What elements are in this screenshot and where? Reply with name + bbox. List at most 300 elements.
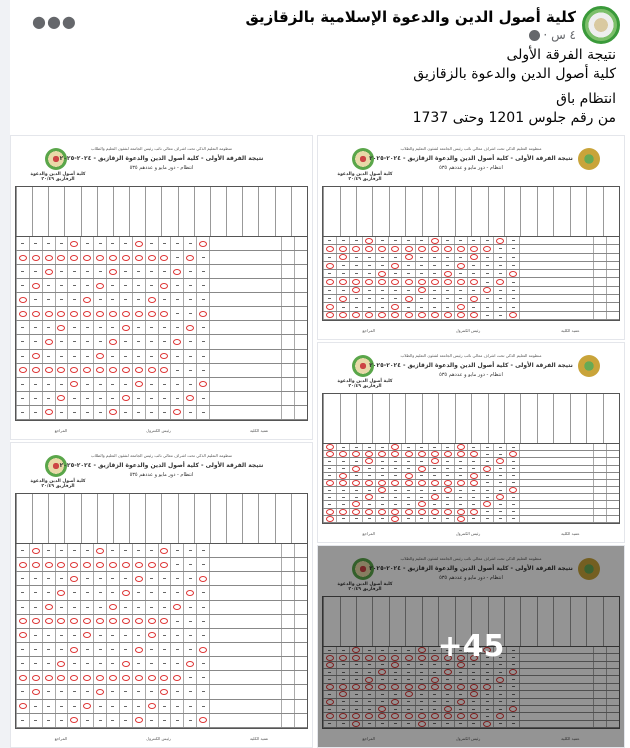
photo-3[interactable] [317,135,625,340]
failed-mark [391,444,399,450]
sheet-top: منظومة التعليم الذكي تحت اشراف معالي نائب رئيس الجامعة لشئون التعليم والطلاب [400,556,542,561]
pass-mark [486,273,489,274]
pass-mark [60,706,63,707]
failed-mark [470,480,478,486]
failed-mark [496,279,504,285]
footer-label: عميد الكلية [561,328,580,333]
pass-mark [111,327,114,328]
sheet-top: منظومة التعليم الذكي تحت اشراف معالي نائب رئيس الجامعة لشئون التعليم والطلاب [400,146,542,151]
pass-mark [420,240,423,241]
pass-mark [111,592,114,593]
failed-mark [339,279,347,285]
sheet-title: نتيجة الفرقة الأولى - كلية أصول الدين والدعوة الزقازيق - ٢٠٢٤-٢٠٢٥ [369,565,573,572]
result-sheet [15,447,308,743]
table-row [16,714,307,728]
pass-mark [150,243,153,244]
pass-mark [163,649,166,650]
pass-mark [73,607,76,608]
failed-mark [96,283,104,289]
pass-mark [499,454,502,455]
pass-mark [381,257,384,258]
failed-mark [365,451,373,457]
pass-mark [150,691,153,692]
pass-mark [486,490,489,491]
failed-mark [135,255,143,261]
failed-mark [19,618,27,624]
pass-mark [189,649,192,650]
failed-mark [148,297,156,303]
pass-mark [381,447,384,448]
pass-mark [47,720,50,721]
pass-mark [407,518,410,519]
failed-mark [32,367,40,373]
failed-mark [148,675,156,681]
pass-mark [355,461,358,462]
pass-mark [394,504,397,505]
failed-mark [444,312,452,318]
failed-mark [405,509,413,515]
failed-mark [444,246,452,252]
pass-mark [60,412,63,413]
pass-mark [202,370,205,371]
pass-mark [124,635,127,636]
pass-mark [47,243,50,244]
pass-mark [486,282,489,283]
pass-mark [137,635,140,636]
pass-mark [355,257,358,258]
footer-label: عميد الكلية [561,531,580,536]
photo-1[interactable] [10,135,313,440]
pass-mark [512,504,515,505]
failed-mark [483,501,491,507]
failed-mark [378,271,386,277]
pass-mark [342,290,345,291]
failed-mark [391,480,399,486]
pass-mark [73,356,76,357]
pass-mark [486,511,489,512]
failed-mark [32,548,40,554]
pass-mark [512,511,515,512]
failed-mark [32,675,40,681]
table-row [323,466,619,473]
failed-mark [173,675,181,681]
pass-mark [394,490,397,491]
pass-mark [459,475,462,476]
failed-mark [431,279,439,285]
table-row [323,501,619,508]
failed-mark [109,339,117,345]
failed-mark [57,590,65,596]
pass-mark [176,384,179,385]
failed-mark [148,562,156,568]
failed-mark [418,451,426,457]
pass-mark [34,706,37,707]
failed-mark [109,269,117,275]
pass-mark [60,649,63,650]
pass-mark [163,271,166,272]
sheet-title: نتيجة الفرقة الأولى - كلية أصول الدين والدعوة الزقازيق - ٢٠٢٤-٢٠٢٥ [59,155,264,162]
pass-mark [472,461,475,462]
failed-mark [391,516,399,522]
pass-mark [486,497,489,498]
pass-mark [47,706,50,707]
pass-mark [176,327,179,328]
pass-mark [124,243,127,244]
failed-mark [365,238,373,244]
failed-mark [186,325,194,331]
pass-mark [189,621,192,622]
pass-mark [512,461,515,462]
failed-mark [431,238,439,244]
photo-4[interactable] [317,342,625,543]
failed-mark [122,255,130,261]
pass-mark [60,550,63,551]
pass-mark [394,290,397,291]
pass-mark [86,412,89,413]
failed-mark [418,279,426,285]
pass-mark [355,273,358,274]
table-row [323,451,619,458]
failed-mark [339,246,347,252]
failed-mark [431,312,439,318]
pass-mark [137,327,140,328]
post-time[interactable]: ٤ س [551,28,576,42]
pass-mark [73,271,76,272]
table-row [16,615,307,629]
pass-mark [86,607,89,608]
pass-mark [150,285,153,286]
pass-mark [368,307,371,308]
pass-mark [407,290,410,291]
table-row [323,245,619,253]
pass-mark [176,257,179,258]
pass-mark [176,649,179,650]
sheet-top: منظومة التعليم الذكي تحت اشراف معالي نائب رئيس الجامعة لشئون التعليم والطلاب [90,453,233,458]
pass-mark [446,240,449,241]
pass-mark [446,265,449,266]
photo-5-more[interactable] [317,545,625,748]
failed-mark [365,246,373,252]
failed-mark [418,501,426,507]
post-line: كلية أصول الدين والدعوة بالزقازيق [413,66,616,82]
failed-mark [457,509,465,515]
sheet-subtitle: انتظام - دور مايو و عددهم ٥٣٥ [439,575,503,581]
failed-mark [199,717,207,723]
pass-mark [512,482,515,483]
pass-mark [446,290,449,291]
pass-mark [512,497,515,498]
sheet-college: كلية أصول الدين والدعوة الزقازيق ٢٠/٤٩ [30,479,86,489]
pass-mark [21,592,24,593]
pass-mark [202,398,205,399]
pass-mark [124,412,127,413]
failed-mark [57,395,65,401]
pass-mark [202,564,205,565]
failed-mark [457,304,465,310]
failed-mark [109,409,117,415]
pass-mark [34,327,37,328]
failed-mark [109,675,117,681]
page-avatar[interactable] [582,6,620,44]
table-row [16,544,307,558]
table-row [16,321,307,335]
table-row [16,364,307,378]
pass-mark [355,298,358,299]
table-row [16,685,307,699]
failed-mark [122,618,130,624]
failed-mark [509,271,517,277]
failed-mark [122,367,130,373]
pass-mark [202,635,205,636]
pass-mark [111,550,114,551]
pass-mark [420,307,423,308]
pass-mark [459,273,462,274]
failed-mark [70,618,78,624]
failed-mark [83,255,91,261]
pass-mark [381,307,384,308]
sheet-college: كلية أصول الدين والدعوة الزقازيق ٢٠/٤٩ [337,379,393,389]
failed-mark [470,246,478,252]
pass-mark [47,592,50,593]
failed-mark [70,241,78,247]
failed-mark [32,618,40,624]
failed-mark [352,246,360,252]
pass-mark [124,706,127,707]
pass-mark [459,504,462,505]
failed-mark [405,254,413,260]
pass-mark [433,475,436,476]
pass-mark [328,504,331,505]
pass-mark [499,290,502,291]
pass-mark [73,691,76,692]
pass-mark [21,649,24,650]
pass-mark [499,482,502,483]
pass-mark [111,384,114,385]
failed-mark [109,562,117,568]
sheet-title: نتيجة الفرقة الأولى - كلية أصول الدين والدعوة الزقازيق - ٢٠٢٤-٢٠٢٥ [369,362,573,369]
pass-mark [47,649,50,650]
pass-mark [124,649,127,650]
pass-mark [499,265,502,266]
pass-mark [420,461,423,462]
more-dots-icon[interactable]: ●●● [32,12,77,31]
pass-mark [446,468,449,469]
pass-mark [394,298,397,299]
failed-mark [391,279,399,285]
table-row [323,295,619,303]
pass-mark [499,511,502,512]
pass-mark [60,384,63,385]
failed-mark [122,661,130,667]
pass-mark [150,412,153,413]
table-row [16,307,307,321]
failed-mark [57,675,65,681]
failed-mark [457,312,465,318]
pass-mark [420,447,423,448]
pass-mark [512,257,515,258]
pass-mark [60,356,63,357]
pass-mark [368,468,371,469]
pass-mark [99,384,102,385]
failed-mark [83,618,91,624]
pass-mark [176,706,179,707]
pass-mark [124,691,127,692]
pass-mark [60,720,63,721]
pass-mark [446,497,449,498]
sheet-subtitle: انتظام - دور مايو و عددهم ٥٣٥ [439,165,503,171]
pass-mark [99,578,102,579]
failed-mark [135,562,143,568]
sheet-title: نتيجة الفرقة الأولى - كلية أصول الدين والدعوة الزقازيق - ٢٠٢٤-٢٠٢٥ [59,462,264,469]
failed-mark [148,632,156,638]
pass-mark [472,307,475,308]
table-row [323,237,619,245]
pass-mark [21,285,24,286]
pass-mark [137,412,140,413]
failed-mark [339,312,347,318]
footer-label: رئيس الكنترول [455,736,481,741]
photo-2[interactable] [10,442,313,748]
pass-mark [150,663,153,664]
table-row [16,601,307,615]
pass-mark [189,412,192,413]
pass-mark [176,663,179,664]
pass-mark [189,271,192,272]
pass-mark [202,299,205,300]
sheet-college: كلية أصول الدين والدعوة الزقازيق ٢٠/٤٩ [337,582,393,592]
failed-mark [57,325,65,331]
failed-mark [135,241,143,247]
more-photos-overlay[interactable] [318,546,624,747]
failed-mark [70,367,78,373]
pass-mark [328,490,331,491]
pass-mark [472,468,475,469]
pass-mark [189,384,192,385]
failed-mark [19,703,27,709]
pass-mark [34,720,37,721]
pass-mark [459,290,462,291]
table-row [323,473,619,480]
failed-mark [418,287,426,293]
failed-mark [32,255,40,261]
pass-mark [86,592,89,593]
pass-mark [368,447,371,448]
failed-mark [83,311,91,317]
failed-mark [444,271,452,277]
pass-mark [420,298,423,299]
failed-mark [199,576,207,582]
page-name[interactable]: كلية أصول الدين والدعوة الإسلامية بالزقازيق [245,8,576,26]
failed-mark [483,246,491,252]
pass-mark [137,550,140,551]
pass-mark [342,265,345,266]
failed-mark [391,312,399,318]
pass-mark [355,490,358,491]
failed-mark [457,451,465,457]
table-row [16,657,307,671]
footer-label: رئيس الكنترول [455,531,481,536]
pass-mark [328,468,331,469]
pass-mark [21,607,24,608]
pass-mark [21,327,24,328]
failed-mark [135,367,143,373]
pass-mark [512,290,515,291]
pass-mark [163,327,166,328]
post-line: من رقم جلوس 1201 وحتى 1737 [412,110,616,126]
pass-mark [512,447,515,448]
pass-mark [47,663,50,664]
failed-mark [173,409,181,415]
failed-mark [122,311,130,317]
pass-mark [328,290,331,291]
pass-mark [407,490,410,491]
failed-mark [122,590,130,596]
sheet-footer [322,531,620,536]
failed-mark [352,451,360,457]
failed-mark [378,451,386,457]
pass-mark [512,307,515,308]
pass-mark [499,273,502,274]
pass-mark [60,341,63,342]
pass-mark [486,257,489,258]
failed-mark [339,296,347,302]
failed-mark [496,494,504,500]
failed-mark [326,516,334,522]
footer-label: رئيس الكنترول [146,428,171,433]
pass-mark [368,475,371,476]
table-row [323,487,619,494]
pass-mark [472,273,475,274]
pass-mark [176,398,179,399]
pass-mark [420,518,423,519]
pass-mark [124,607,127,608]
pass-mark [86,649,89,650]
failed-mark [186,395,194,401]
failed-mark [83,367,91,373]
pass-mark [202,271,205,272]
failed-mark [45,255,53,261]
pass-mark [342,307,345,308]
pass-mark [420,497,423,498]
failed-mark [57,661,65,667]
failed-mark [199,241,207,247]
failed-mark [45,269,53,275]
pass-mark [137,592,140,593]
failed-mark [352,501,360,507]
pass-mark [189,370,192,371]
failed-mark [109,604,117,610]
pass-mark [34,384,37,385]
post-line: انتظام باق [556,91,616,107]
failed-mark [339,254,347,260]
sheet-footer [15,428,308,433]
pass-mark [355,240,358,241]
pass-mark [176,635,179,636]
pass-mark [381,298,384,299]
pass-mark [86,285,89,286]
failed-mark [186,661,194,667]
pass-mark [60,635,63,636]
pass-mark [99,720,102,721]
pass-mark [137,706,140,707]
pass-mark [355,447,358,448]
failed-mark [378,246,386,252]
pass-mark [499,490,502,491]
failed-mark [470,312,478,318]
pass-mark [34,578,37,579]
pass-mark [420,273,423,274]
failed-mark [431,458,439,464]
